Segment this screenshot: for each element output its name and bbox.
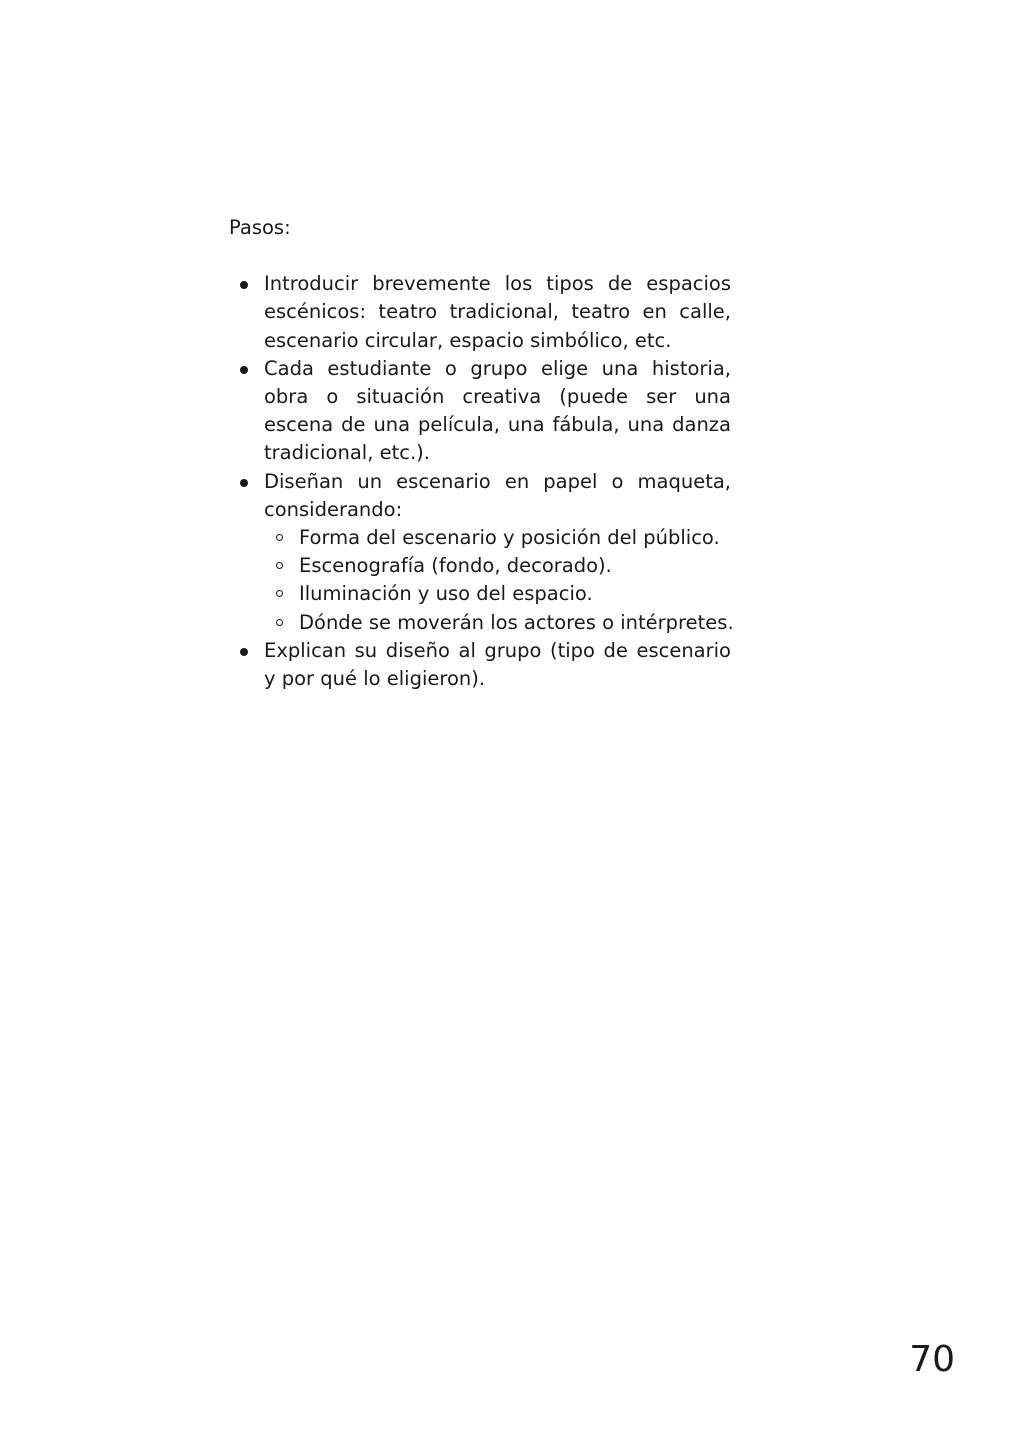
sub-list-item-text: Dónde se moverán los actores o intérpretes. <box>299 610 734 634</box>
bullet-dot-icon <box>240 479 248 487</box>
bullet-circle-icon <box>276 619 283 626</box>
sub-list-item-text: Escenografía (fondo, decorado). <box>299 554 612 578</box>
list-item-text: Explican su diseño al grupo (tipo de escenario y por qué lo eligieron). <box>264 638 731 691</box>
steps-list <box>229 270 734 693</box>
bullet-dot-icon <box>240 648 248 656</box>
bullet-circle-icon <box>276 590 283 597</box>
sub-list-item-text: Forma del escenario y posición del público. <box>299 526 720 550</box>
list-item <box>229 355 731 468</box>
bullet-dot-icon <box>240 366 248 374</box>
list-item-text: Diseñan un escenario en papel o maqueta, considerando: <box>264 469 731 521</box>
sub-list-item <box>264 580 731 608</box>
sub-list-item-text: Iluminación y uso del espacio. <box>299 582 593 606</box>
bullet-circle-icon <box>276 562 283 569</box>
page-number: 70 <box>909 1339 955 1380</box>
list-item <box>229 468 734 637</box>
bullet-dot-icon <box>240 281 248 289</box>
sub-list-item <box>264 552 731 580</box>
list-item <box>229 270 731 355</box>
bullet-circle-icon <box>276 534 283 541</box>
section-heading: Pasos: <box>229 216 291 239</box>
list-item <box>229 637 731 693</box>
list-item-text: Introducir brevemente los tipos de espacios escénicos: teatro tradicional, teatro en calle, escenario circular, espacio simbólico, etc. <box>264 272 731 352</box>
document-body <box>229 214 734 693</box>
sub-list <box>264 524 734 637</box>
sub-list-item <box>264 609 734 637</box>
list-item-text: Cada estudiante o grupo elige una historia, obra o situación creativa (puede ser una escena de una película, una fábula, una danza tradicional, etc.). <box>264 356 731 465</box>
sub-list-item <box>264 524 731 552</box>
